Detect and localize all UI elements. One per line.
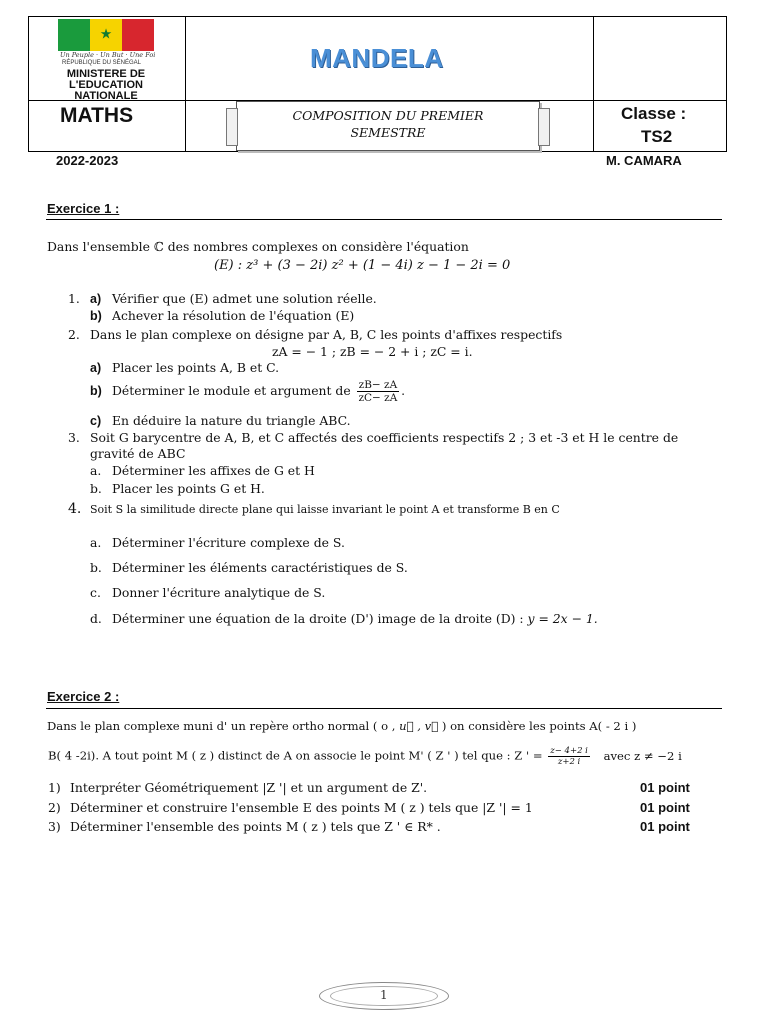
question-4a: a. Déterminer l'écriture complexe de S. xyxy=(90,535,345,550)
question-2c: c) En déduire la nature du triangle ABC. xyxy=(90,413,351,428)
exercise2-question-1: 1) Interpréter Géométriquement |Z '| et un argument de Z'. xyxy=(48,780,428,795)
question-1a: 1. a) Vérifier que (E) admet une solution réelle. xyxy=(68,291,377,306)
question-3a: a. Déterminer les affixes de G et H xyxy=(90,463,315,478)
question-1-points: 01 point xyxy=(640,780,690,795)
class-value: TS2 xyxy=(641,127,673,146)
exercise2-intro: Dans le plan complexe muni d' un repère ortho normal ( o , u⃗ , v⃗ ) on considère les points A( - 2 i ) xyxy=(47,719,637,733)
question-3-cont: gravité de ABC xyxy=(90,446,186,461)
page-number: 1 xyxy=(380,988,388,1002)
question-2-affixes: zA = − 1 ; zB = − 2 + i ; zC = i. xyxy=(272,344,473,359)
question-3: 3. Soit G barycentre de A, B, et C affectés des coefficients respectifs 2 ; 3 et -3 et H le centre de xyxy=(68,430,679,445)
exercise2-definition: B( 4 -2i). A tout point M ( z ) distinct de A on associe le point M' ( Z ' ) tel que : Z ' = $\frac{z- 4+2 i}{z+2 i}$ avec z ≠ −2 i xyxy=(48,746,682,767)
question-2a: a) Placer les points A, B et C. xyxy=(90,360,280,375)
exam-title-banner: COMPOSITION DU PREMIER SEMESTRE xyxy=(236,101,540,151)
question-4d: d. Déterminer une équation de la droite (D') image de la droite (D) : y = 2x − 1. xyxy=(90,611,598,626)
question-2-points: 01 point xyxy=(640,800,690,815)
ministry-name: MINISTERE DE L'EDUCATION NATIONALE xyxy=(66,68,146,102)
ratio-fraction: $\frac{zB- zA}{zC- zA}$ xyxy=(358,379,398,404)
senegal-flag xyxy=(58,19,154,51)
exercise1-title: Exercice 1 : xyxy=(47,201,120,216)
teacher-name: M. CAMARA xyxy=(606,153,682,168)
z-prime-fraction: $\frac{z- 4+2 i}{z+2 i}$ xyxy=(550,746,588,767)
header-line xyxy=(185,151,594,152)
exercise1-intro: Dans l'ensemble ℂ des nombres complexes on considère l'équation xyxy=(47,239,469,254)
question-4: 4. Soit S la similitude directe plane qui laisse invariant le point A et transforme B en C xyxy=(68,501,560,517)
question-3b: b. Placer les points G et H. xyxy=(90,481,265,496)
question-4b: b. Déterminer les éléments caractéristiques de S. xyxy=(90,560,408,575)
exercise1-rule xyxy=(46,219,722,220)
republic-label: RÉPUBLIQUE DU SÉNÉGAL xyxy=(62,60,142,66)
star-icon: ★ xyxy=(99,26,113,43)
school-year: 2022-2023 xyxy=(56,153,119,168)
exercise2-question-3: 3) Déterminer l'ensemble des points M ( z ) tels que Z ' ∈ R* . xyxy=(48,819,441,834)
question-1b: b) Achever la résolution de l'équation (E) xyxy=(90,308,355,323)
school-name: MANDELA xyxy=(310,43,444,73)
exercise1-equation: (E) : z³ + (3 − 2i) z² + (1 − 4i) z − 1 − 2i = 0 xyxy=(214,258,511,273)
corner-cell xyxy=(593,16,727,101)
question-2: 2. Dans le plan complexe on désigne par A, B, C les points d'affixes respectifs xyxy=(68,327,563,342)
exercise2-rule xyxy=(46,708,722,709)
question-2b: b) Déterminer le module et argument de $\frac{zB- zA}{zC- zA}$ . xyxy=(90,379,406,404)
exercise2-title: Exercice 2 : xyxy=(47,689,120,704)
exercise2-question-2: 2) Déterminer et construire l'ensemble E des points M ( z ) tels que |Z '| = 1 xyxy=(48,800,533,815)
subject-title: MATHS xyxy=(60,104,134,127)
motto: Un Peuple · Un But · Une Foi xyxy=(60,51,156,59)
class-label: Classe : xyxy=(621,104,687,123)
question-4c: c. Donner l'écriture analytique de S. xyxy=(90,585,326,600)
question-3-points: 01 point xyxy=(640,819,690,834)
